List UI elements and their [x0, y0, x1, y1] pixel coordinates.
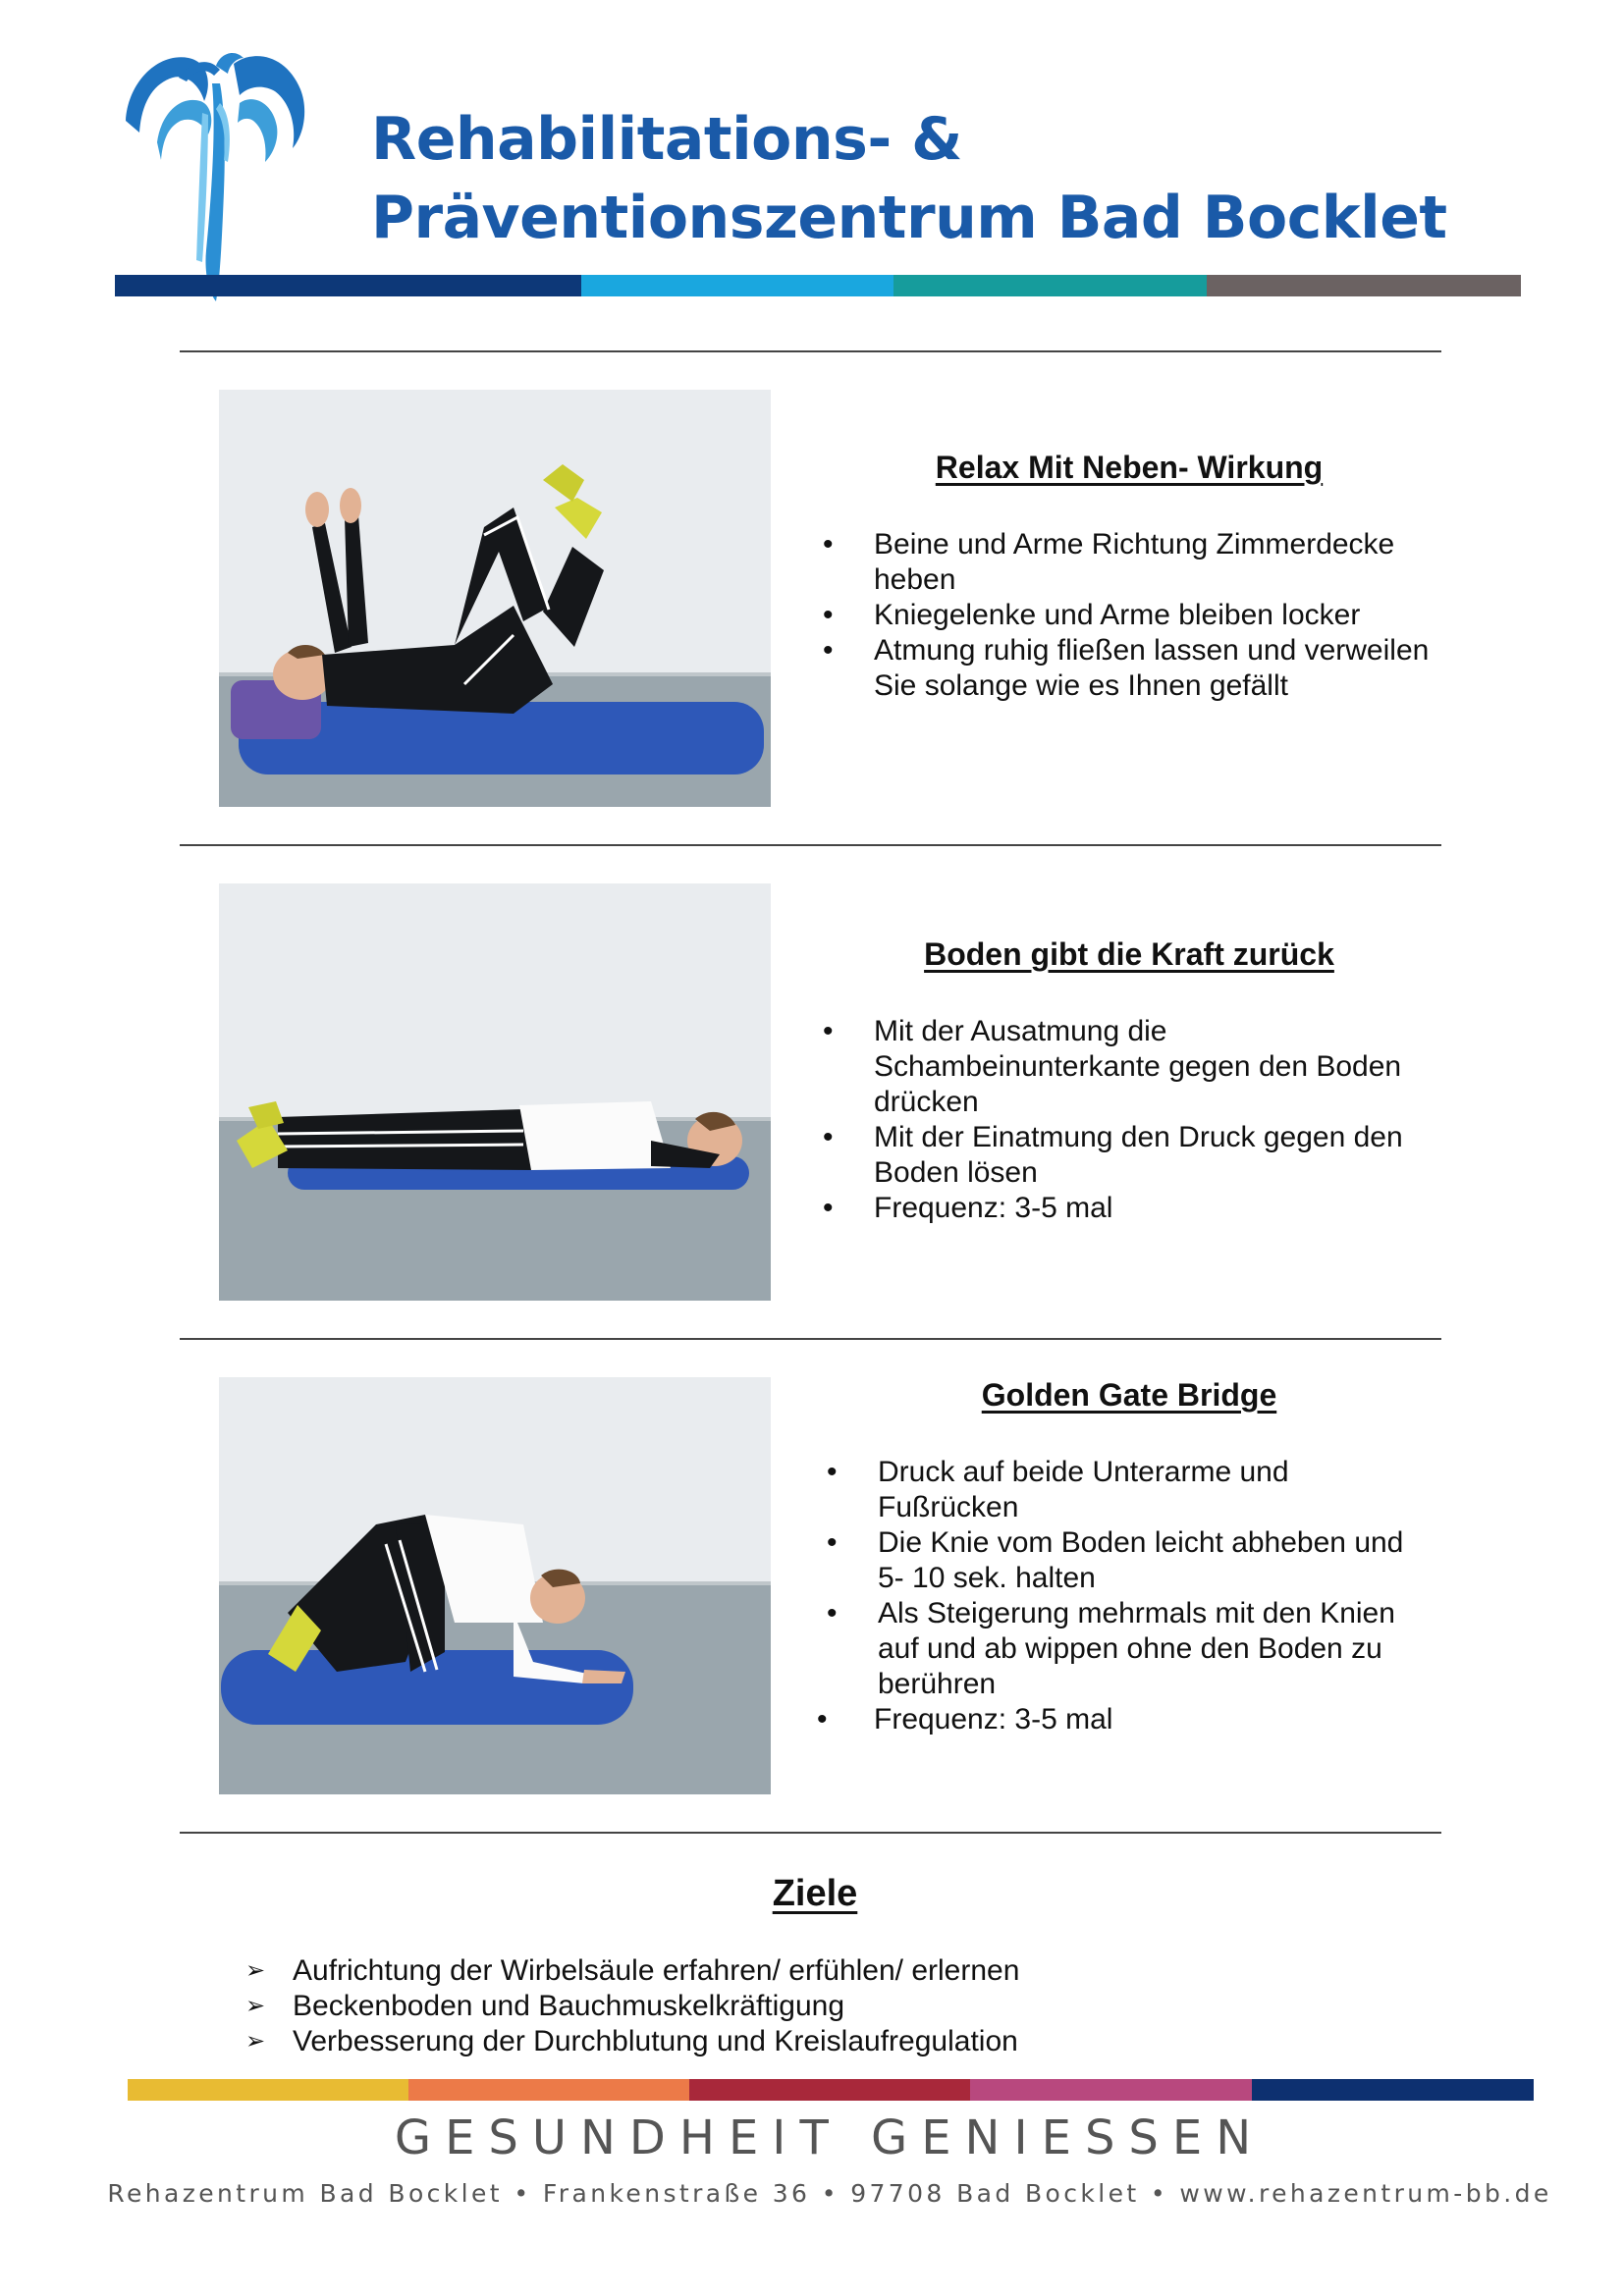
exercise-photo-floor-press — [219, 883, 771, 1301]
list-item: ➢ Aufrichtung der Wirbelsäule erfahren/ erfühlen/ erlernen — [245, 1953, 1019, 1989]
divider — [180, 350, 1441, 352]
footer-slogan: GESUNDHEIT GENIESSEN — [394, 2110, 1266, 2165]
footer-address: Rehazentrum Bad Bocklet • Frankenstraße 36 • 97708 Bad Bocklet • www.rehazentrum-bb.de — [107, 2179, 1552, 2208]
list-item: • Die Knie vom Boden leicht abheben und 5- 10 sek. halten — [827, 1525, 1435, 1596]
list-item: • Als Steigerung mehrmals mit den Knien auf und ab wippen ohne den Boden zu berühren — [827, 1596, 1435, 1702]
stripe-segment — [128, 2079, 408, 2101]
exercise-photo-bridge — [219, 1377, 771, 1794]
list-item: • Mit der Einatmung den Druck gegen den Boden lösen — [823, 1120, 1432, 1191]
stripe-segment — [970, 2079, 1252, 2101]
list-item: • Frequenz: 3-5 mal — [823, 1702, 1432, 1737]
stripe-segment — [408, 2079, 689, 2101]
list-item: ➢ Verbesserung der Durchblutung und Kreislaufregulation — [245, 2024, 1019, 2059]
exercise-photo-relax — [219, 390, 771, 807]
organization-title — [371, 100, 1447, 257]
divider — [180, 1832, 1441, 1834]
stripe-segment — [581, 275, 893, 296]
fountain-logo-icon — [118, 44, 314, 309]
list-item: • Atmung ruhig fließen lassen und verweilen Sie solange wie es Ihnen gefällt — [823, 633, 1432, 704]
organization-title-line2: Präventionszentrum Bad Bocklet — [371, 184, 1447, 252]
goals-list — [245, 1953, 1019, 2059]
list-item: • Kniegelenke und Arme bleiben locker — [823, 598, 1432, 633]
header-color-stripe — [115, 275, 1521, 296]
exercise-title: Boden gibt die Kraft zurück — [924, 936, 1334, 972]
list-item: • Frequenz: 3-5 mal — [823, 1191, 1432, 1226]
goals-heading: Ziele — [772, 1873, 858, 1914]
exercise-bullet-list — [827, 1455, 1435, 1737]
footer-color-stripe — [128, 2079, 1534, 2101]
list-item: ➢ Beckenboden und Bauchmuskelkräftigung — [245, 1989, 1019, 2024]
exercise-title: Golden Gate Bridge — [981, 1377, 1277, 1413]
list-item: • Beine und Arme Richtung Zimmerdecke heben — [823, 527, 1432, 598]
exercise-title: Relax Mit Neben- Wirkung — [935, 450, 1324, 485]
exercise-bullet-list — [823, 1014, 1432, 1226]
list-item: • Druck auf beide Unterarme und Fußrücken — [827, 1455, 1435, 1525]
divider — [180, 844, 1441, 846]
list-item: • Mit der Ausatmung die Schambeinunterkante gegen den Boden drücken — [823, 1014, 1432, 1120]
stripe-segment — [1252, 2079, 1534, 2101]
stripe-segment — [115, 275, 581, 296]
stripe-segment — [1207, 275, 1521, 296]
organization-title-line1: Rehabilitations- & — [371, 105, 962, 174]
stripe-segment — [893, 275, 1207, 296]
divider — [180, 1338, 1441, 1340]
exercise-bullet-list — [823, 527, 1432, 704]
stripe-segment — [689, 2079, 970, 2101]
